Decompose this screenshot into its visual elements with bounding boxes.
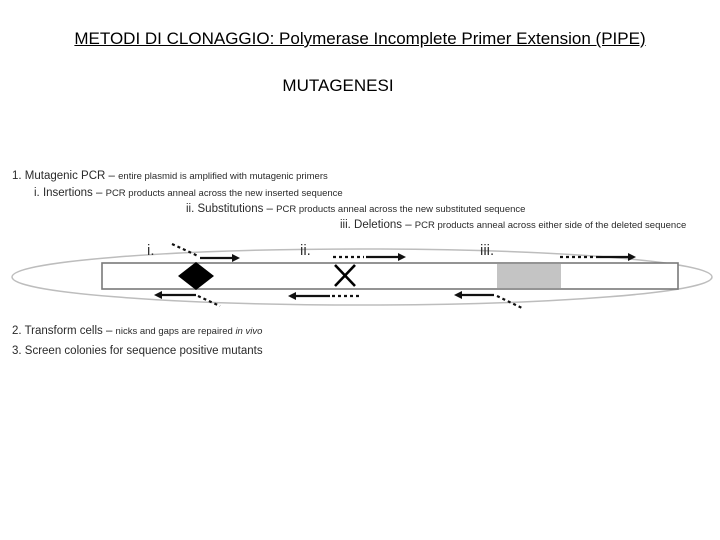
marker-insertion: i. <box>147 242 155 259</box>
step-label: 1. Mutagenic PCR <box>12 170 106 182</box>
deleted-region <box>497 264 561 288</box>
step-detail-italic: in vivo <box>235 326 263 337</box>
primer-reverse-ii <box>288 292 360 300</box>
step-label: iii. Deletions <box>340 219 402 231</box>
step-label: i. Insertions <box>34 187 93 199</box>
step-dash: – <box>402 219 415 231</box>
step-dash: – <box>92 187 106 199</box>
step-label: 3. Screen colonies for sequence positive mutants <box>12 345 263 357</box>
step-detail: PCR products anneal across either side of the deleted sequence <box>414 220 687 231</box>
primer-reverse-i <box>154 291 220 306</box>
slide-title: METODI DI CLONAGGIO: Polymerase Incomplete Primer Extension (PIPE) <box>74 29 646 48</box>
slide-subtitle: MUTAGENESI <box>282 76 394 95</box>
step-detail: PCR products anneal across the new substituted sequence <box>276 204 526 215</box>
step-label: ii. Substitutions <box>186 203 264 215</box>
step-dash: – <box>263 203 277 215</box>
primer-reverse-iii <box>454 291 522 308</box>
step-dash: – <box>102 325 116 337</box>
step-dash: – <box>105 170 119 182</box>
marker-deletion: iii. <box>480 242 495 259</box>
marker-substitution: ii. <box>300 242 311 259</box>
step-detail: entire plasmid is amplified with mutagenic primers <box>118 171 328 182</box>
step-detail: nicks and gaps are repaired <box>115 326 236 337</box>
step-detail: PCR products anneal across the new inserted sequence <box>105 188 343 199</box>
step-label: 2. Transform cells <box>12 325 103 337</box>
primer-forward-ii <box>333 253 406 261</box>
